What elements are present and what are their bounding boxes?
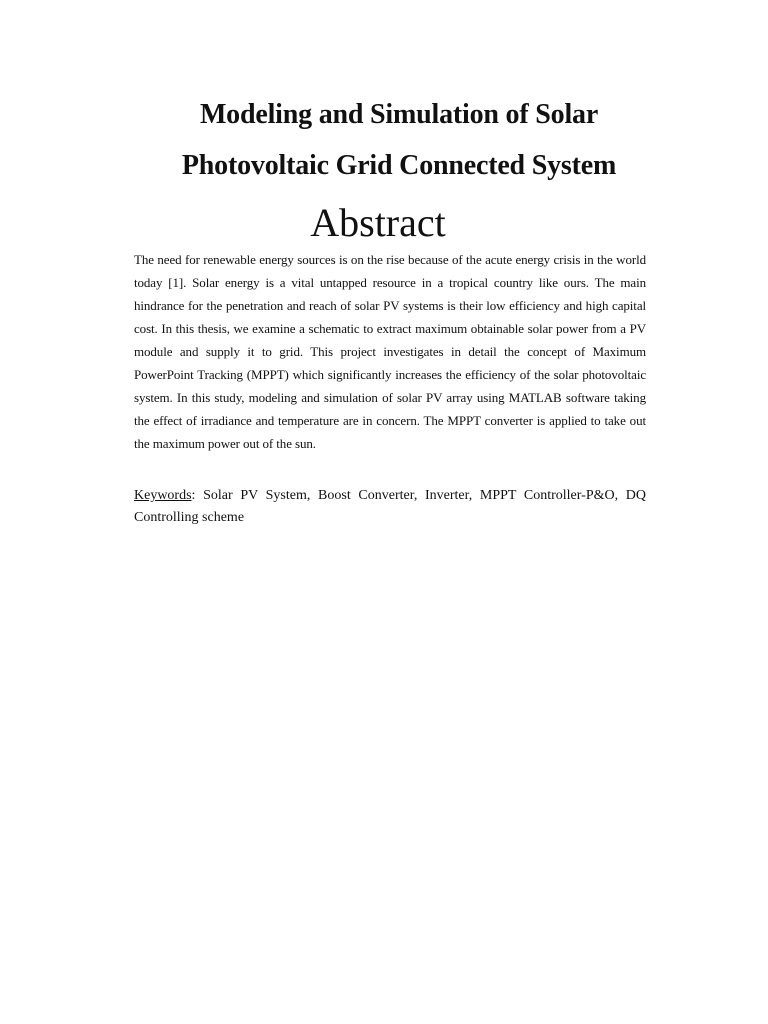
title-line-2: Photovoltaic Grid Connected System (181, 150, 617, 181)
keywords-section (134, 485, 646, 529)
keywords-label: Keywords (134, 488, 192, 503)
title-line-1: Modeling and Simulation of Solar (199, 99, 599, 130)
abstract-paragraph: The need for renewable energy sources is on the rise because of the acute energy crisis in the world today [1]. Solar energy is a vital untapped resource in a tropical country like ours. The main hindrance for the penetration and reach of solar PV systems is their low efficiency and high capital cost. In this thesis, we examine a schematic to extract maximum obtainable solar power from a PV module and supply it to grid. This project investigates in detail the concept of Maximum PowerPoint Tracking (MPPT) which significantly increases the efficiency of the solar photovoltaic system. In this study, modeling and simulation of solar PV array using MATLAB software taking the effect of irradiance and temperature are in concern. The MPPT converter is applied to take out the maximum power out of the sun. (134, 252, 646, 451)
abstract-heading: Abstract (310, 200, 446, 245)
keywords-list: : Solar PV System, Boost Converter, Inverter, MPPT Controller-P&O, DQ Controlling scheme (134, 488, 646, 525)
